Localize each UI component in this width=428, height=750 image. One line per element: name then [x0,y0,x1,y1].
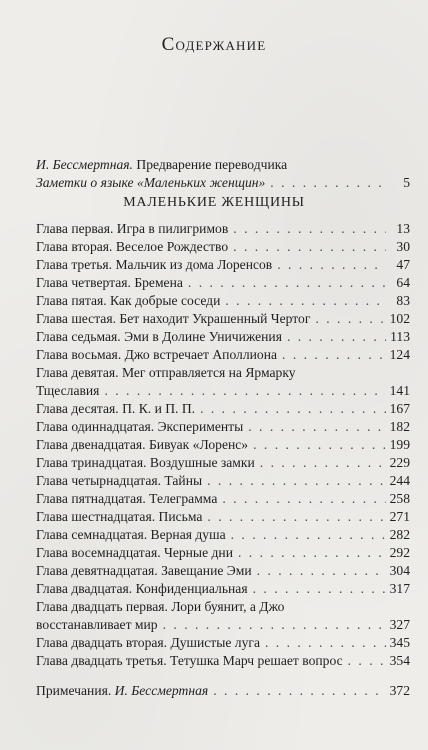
toc-entry-label: Глава восьмая. Джо встречает Аполлиона [36,347,278,362]
toc-entry-label: Глава третья. Мальчик из дома Лоренсов [36,257,273,272]
toc-page-number: 317 [389,581,410,596]
toc-entry-chapter[interactable] [36,652,410,670]
endnotes-author: И. Бессмертная [114,683,209,698]
toc-page-number: 64 [396,275,410,290]
toc-entry-chapter[interactable] [36,328,410,346]
toc-entry-chapter[interactable] [36,472,410,490]
toc-page-number: 30 [396,239,410,254]
toc-entry-chapter[interactable] [36,220,410,238]
toc-entry-chapter-line1[interactable]: Глава девятая. Мег отправляется на Ярмарку [36,365,296,380]
toc-entry-label: Глава пятнадцатая. Телеграмма [36,491,218,506]
toc-entry-label [36,682,208,700]
toc-entry-preface[interactable] [36,156,287,174]
toc-entry-chapter[interactable] [36,562,410,580]
leader-dots [225,292,386,310]
leader-dots [253,436,386,454]
toc-entry-label: Глава первая. Игра в пилигримов [36,221,229,236]
leader-dots [248,418,385,436]
leader-dots [277,256,386,274]
toc-entry-chapter[interactable] [36,238,410,256]
leader-dots [238,544,386,562]
leader-dots [348,652,386,670]
toc-entry-chapter[interactable] [36,274,410,292]
toc-entry-chapter[interactable] [36,634,410,652]
toc-entry-chapter[interactable] [36,436,410,454]
toc-entry-chapter[interactable] [36,616,410,634]
leader-dots [207,508,385,526]
leader-dots [213,682,385,700]
toc-page-number: 345 [389,635,410,650]
leader-dots [231,526,386,544]
leader-dots [270,174,386,192]
toc-page-number: 372 [389,683,410,698]
leader-dots [163,616,386,634]
toc-entry-chapter[interactable] [36,490,410,508]
toc-entry-label: Глава двадцать третья. Тетушка Марч решает вопрос [36,653,343,668]
toc-entry-chapter[interactable] [36,508,410,526]
toc-page-number: 182 [389,419,410,434]
toc-entry-language-notes[interactable] [36,174,410,192]
toc-page-number: 47 [396,257,410,272]
toc-entry-label: Глава двадцатая. Конфиденциальная [36,581,248,596]
toc-entry-label: Глава вторая. Веселое Рождество [36,239,229,254]
toc-page-number: 167 [389,401,410,416]
toc-entry-label: Глава семнадцатая. Верная душа [36,527,226,542]
toc-entry-label: Глава четвертая. Бремена [36,275,183,290]
leader-dots [253,580,386,598]
toc-page-number: 292 [389,545,410,560]
toc-entry-chapter[interactable] [36,454,410,472]
leader-dots [257,562,386,580]
leader-dots [315,310,385,328]
toc-entry-chapter[interactable] [36,580,410,598]
leader-dots [207,472,385,490]
leader-dots [260,454,386,472]
toc-entry-label: Глава восемнадцатая. Черные дни [36,545,233,560]
toc-entry-chapter[interactable] [36,400,410,418]
toc-entry-chapter[interactable] [36,544,410,562]
preface-author: И. Бессмертная. [36,157,133,172]
toc-entry-label: Глава четырнадцатая. Тайны [36,473,203,488]
toc-page-number: 141 [389,383,410,398]
toc-page-number: 113 [390,329,410,344]
page-title: Содержание [161,34,267,55]
toc-entry-chapter[interactable] [36,382,410,400]
toc-page-number: 258 [389,491,410,506]
toc-page-number: 327 [389,617,410,632]
toc-page-number: 83 [396,293,410,308]
toc-entry-label: Глава седьмая. Эми в Долине Уничижения [36,329,282,344]
toc-page-number: 229 [389,455,410,470]
toc-page-number: 282 [389,527,410,542]
toc-page-number: 13 [396,221,410,236]
leader-dots [233,238,386,256]
toc-entry-label: Глава шестнадцатая. Письма [36,509,203,524]
preface-title: Предварение переводчика [136,157,288,172]
toc-entry-label: Заметки о языке «Маленьких женщин» [36,175,266,190]
leader-dots [222,490,385,508]
toc-entry-chapter[interactable] [36,310,410,328]
toc-page-number: 199 [389,437,410,452]
leader-dots [233,220,386,238]
leader-dots [200,400,386,418]
toc-entry-label: Глава шестая. Бет находит Украшенный Чертог [36,311,311,326]
toc-page-number: 244 [389,473,410,488]
toc-entry-chapter[interactable] [36,346,410,364]
endnotes-label: Примечания. [36,683,112,698]
leader-dots [104,382,385,400]
toc-entry-label: восстанавливает мир [36,617,158,632]
toc-page-number: 102 [389,311,410,326]
toc-entry-chapter[interactable] [36,526,410,544]
toc-entry-label: Глава девятнадцатая. Завещание Эми [36,563,252,578]
toc-page-number: 5 [403,175,410,190]
toc-entry-label: Тщеславия [36,383,100,398]
toc-entry-label: Глава двенадцатая. Бивуак «Лоренс» [36,437,249,452]
toc-page-number: 124 [389,347,410,362]
toc-entry-label: Глава десятая. П. К. и П. П. [36,401,196,416]
toc-entry-endnotes[interactable] [36,682,410,700]
toc-entry-label: Глава одиннадцатая. Эксперименты [36,419,244,434]
leader-dots [282,346,386,364]
toc-entry-label: Глава тринадцатая. Воздушные замки [36,455,255,470]
section-heading: МАЛЕНЬКИЕ ЖЕНЩИНЫ [123,195,305,210]
toc-entry-chapter[interactable] [36,256,410,274]
toc-entry-chapter-line1[interactable]: Глава двадцать первая. Лори буянит, а Джо [36,599,285,614]
toc-entry-label: Глава двадцать вторая. Душистые луга [36,635,260,650]
toc-page-number: 271 [389,509,410,524]
leader-dots [265,634,386,652]
toc-entry-chapter[interactable] [36,418,410,436]
toc-page-number: 354 [389,653,410,668]
toc-entry-label: Глава пятая. Как добрые соседи [36,293,221,308]
toc-entry-chapter[interactable] [36,292,410,310]
leader-dots [287,328,386,346]
toc-page-number: 304 [389,563,410,578]
leader-dots [188,274,386,292]
